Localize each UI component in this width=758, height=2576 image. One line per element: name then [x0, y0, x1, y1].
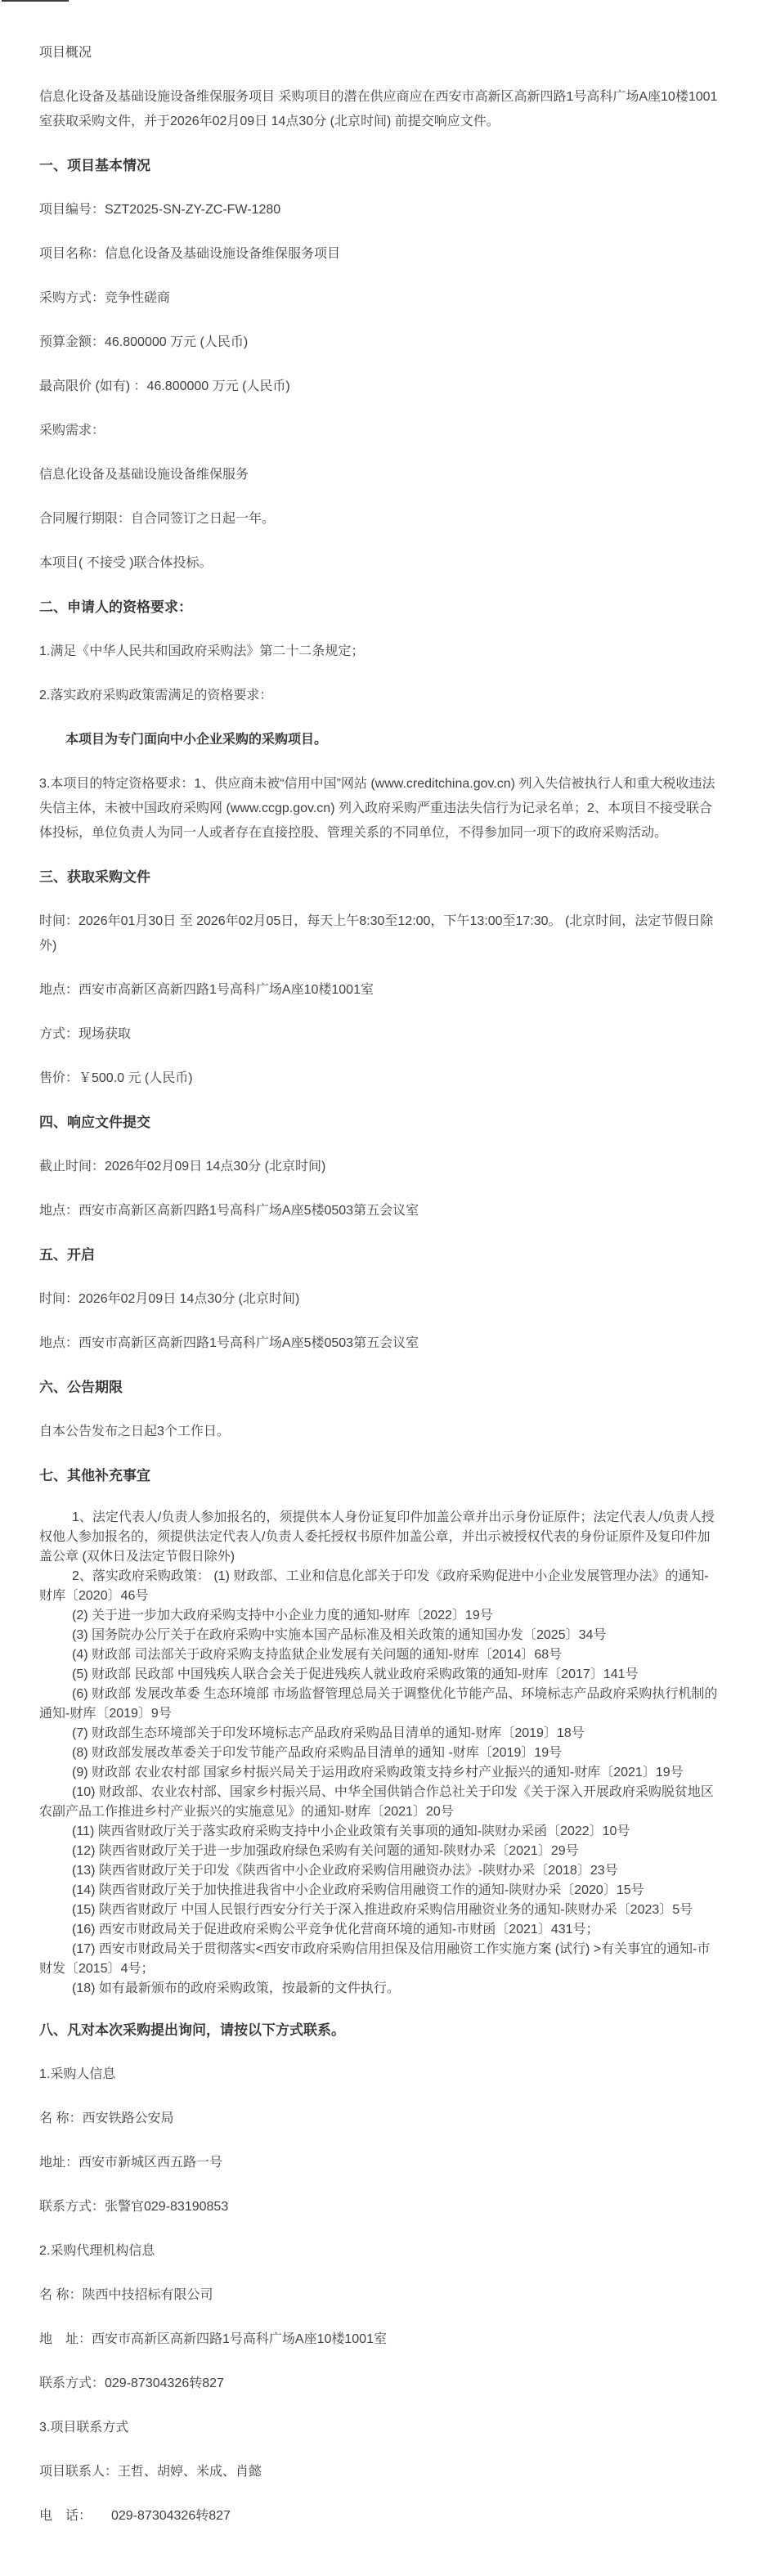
qualification-item-2: 2.落实政府采购政策需满足的资格要求： — [39, 689, 273, 702]
policy-item: 2、落实政府采购政策： (1) 财政部、工业和信息化部关于印发《政府采购促进中小企业发展管理办法》的通知-财库〔2020〕46号 — [39, 1569, 709, 1603]
policy-list — [39, 1508, 719, 1999]
obtain-location: 地点：西安市高新区高新四路1号高科广场A座10楼1001室 — [39, 983, 374, 997]
section-heading-announcement-period: 六、公告期限 — [39, 1380, 123, 1395]
agency-info-title: 2.采购代理机构信息 — [39, 2244, 155, 2258]
policy-item: (9) 财政部 农业农村部 国家乡村振兴局关于运用政府采购政策支持乡村产业振兴的通知-财库〔2021〕19号 — [72, 1766, 684, 1779]
submission-deadline: 截止时间：2026年02月09日 14点30分 (北京时间) — [39, 1160, 326, 1174]
budget-amount: 预算金额：46.800000 万元 (人民币) — [39, 335, 249, 349]
obtain-time: 时间：2026年01月30日 至 2026年02月05日，每天上午8:30至12:00，下午13:00至17:30。 (北京时间，法定节假日除外) — [39, 914, 714, 953]
section-heading-submission: 四、响应文件提交 — [39, 1115, 150, 1130]
section-heading-obtain-docs: 三、获取采购文件 — [39, 869, 150, 885]
policy-item: (12) 陕西省财政厅关于进一步加强政府绿色采购有关问题的通知-陕财办采〔2021〕29号 — [72, 1844, 579, 1858]
announcement-period-text: 自本公告发布之日起3个工作日。 — [39, 1425, 230, 1438]
policy-item: (14) 陕西省财政厅关于加快推进我省中小企业政府采购信用融资工作的通知-陕财办采〔2020〕15号 — [72, 1883, 644, 1897]
section-heading-qualification: 二、申请人的资格要求： — [39, 599, 192, 615]
purchaser-name: 名 称：西安铁路公安局 — [39, 2112, 174, 2125]
overview-intro: 信息化设备及基础设施设备维保服务项目 采购项目的潜在供应商应在西安市高新区高新四路1号高科广场A座10楼1001室获取采购文件，并于2026年02月09日 14点30分 (北京时间) 前提交响应文件。 — [39, 90, 718, 128]
purchase-method: 采购方式：竞争性磋商 — [39, 291, 171, 305]
obtain-price: 售价：￥500.0 元 (人民币) — [39, 1071, 193, 1085]
policy-item: (4) 财政部 司法部关于政府采购支持监狱企业发展有关问题的通知-财库〔2014〕68号 — [72, 1648, 563, 1662]
policy-item: (2) 关于进一步加大政府采购支持中小企业力度的通知-财库〔2022〕19号 — [72, 1609, 493, 1622]
policy-item: (7) 财政部生态环境部关于印发环境标志产品政府采购品目清单的通知-财库〔2019〕18号 — [72, 1726, 585, 1740]
section-heading-contact: 八、凡对本次采购提出询问，请按以下方式联系。 — [39, 2022, 345, 2038]
project-contact-title: 3.项目联系方式 — [39, 2421, 129, 2435]
policy-item: (6) 财政部 发展改革委 生态环境部 市场监督管理总局关于调整优化节能产品、环境标志产品政府采购执行机制的通知-财库〔2019〕9号 — [39, 1687, 718, 1721]
demand-label: 采购需求： — [39, 424, 105, 438]
policy-item: (5) 财政部 民政部 中国残疾人联合会关于促进残疾人就业政府采购政策的通知-财库〔2017〕141号 — [72, 1667, 639, 1681]
contract-term: 合同履行期限：自合同签订之日起一年。 — [39, 512, 276, 526]
agency-name: 名 称：陕西中技招标有限公司 — [39, 2288, 213, 2302]
section-heading-opening: 五、开启 — [39, 1247, 95, 1263]
policy-item: (13) 陕西省财政厅关于印发《陕西省中小企业政府采购信用融资办法》-陕财办采〔2018〕23号 — [72, 1864, 618, 1878]
submission-location: 地点：西安市高新区高新四路1号高科广场A座5楼0503第五会议室 — [39, 1204, 419, 1218]
qualification-item-3: 3.本项目的特定资格要求：1、供应商未被“信用中国”网站 (www.creditchina.gov.cn) 列入失信被执行人和重大税收违法失信主体，未被中国政府采购网 (www.ccgp.gov.cn) 列入政府采购严重违法失信行为记录名单；2、本项目不接受联合体投标，单位负责人为同一人或者存在直接控股、管理关系的不同单位，不得参加同一项下的政府采购活动。 — [39, 777, 715, 840]
sme-procurement-note: 本项目为专门面向中小企业采购的采购项目。 — [65, 733, 328, 747]
policy-item: (8) 财政部发展改革委关于印发节能产品政府采购品目清单的通知 -财库〔2019〕19号 — [72, 1746, 563, 1760]
purchaser-info-title: 1.采购人信息 — [39, 2067, 116, 2081]
section-heading-basic-info: 一、项目基本情况 — [39, 158, 150, 173]
policy-item: (18) 如有最新颁布的政府采购政策，按最新的文件执行。 — [72, 1981, 400, 1995]
agency-address: 地 址：西安市高新区高新四路1号高科广场A座10楼1001室 — [39, 2332, 387, 2346]
top-edge-artifact — [2, 0, 69, 2]
qualification-item-1: 1.满足《中华人民共和国政府采购法》第二十二条规定； — [39, 644, 365, 658]
max-price: 最高限价 (如有) ：46.800000 万元 (人民币) — [39, 379, 290, 393]
agency-contact: 联系方式：029-87304326转827 — [39, 2376, 224, 2390]
policy-item: (10) 财政部、农业农村部、国家乡村振兴局、中华全国供销合作总社关于印发《关于深入开展政府采购脱贫地区农副产品工作推进乡村产业振兴的实施意见》的通知-财库〔2021〕20号 — [39, 1785, 714, 1819]
opening-time: 时间：2026年02月09日 14点30分 (北京时间) — [39, 1292, 300, 1306]
purchaser-contact: 联系方式：张警官029-83190853 — [39, 2200, 229, 2214]
joint-bid-note: 本项目( 不接受 )联合体投标。 — [39, 556, 213, 570]
obtain-method: 方式：现场获取 — [39, 1027, 132, 1041]
policy-item: (3) 国务院办公厅关于在政府采购中实施本国产品标准及相关政策的通知国办发〔2025〕34号 — [72, 1628, 607, 1642]
project-number: 项目编号：SZT2025-SN-ZY-ZC-FW-1280 — [39, 203, 281, 217]
policy-item: (11) 陕西省财政厅关于落实政府采购支持中小企业政策有关事项的通知-陕财办采函〔2022〕10号 — [72, 1824, 630, 1838]
section-heading-other-matters: 七、其他补充事宜 — [39, 1468, 150, 1483]
overview-title: 项目概况 — [39, 46, 92, 60]
policy-item: 1、法定代表人/负责人参加报名的，须提供本人身份证复印件加盖公章并出示身份证原件；法定代表人/负责人授权他人参加报名的，须提供法定代表人/负责人委托授权书原件加盖公章，并出示被授权代表的身份证原件及复印件加盖公章 (双休日及法定节假日除外) — [39, 1510, 715, 1564]
policy-item: (16) 西安市财政局关于促进政府采购公平竞争优化营商环境的通知-市财函〔2021〕431号； — [72, 1923, 599, 1936]
demand-content: 信息化设备及基础设施设备维保服务 — [39, 468, 249, 482]
purchaser-address: 地址：西安市新城区西五路一号 — [39, 2156, 223, 2170]
project-contact-persons: 项目联系人：王哲、胡婷、米成、肖懿 — [39, 2465, 262, 2479]
policy-item: (17) 西安市财政局关于贯彻落实<西安市政府采购信用担保及信用融资工作实施方案 (试行) >有关事宜的通知-市财发〔2015〕4号； — [39, 1942, 711, 1976]
project-name: 项目名称：信息化设备及基础设施设备维保服务项目 — [39, 247, 341, 261]
opening-location: 地点：西安市高新区高新四路1号高科广场A座5楼0503第五会议室 — [39, 1336, 419, 1350]
project-contact-phone: 电 话： 029-87304326转827 — [39, 2509, 231, 2523]
policy-item: (15) 陕西省财政厅 中国人民银行西安分行关于深入推进政府采购信用融资业务的通知-陕财办采〔2023〕5号 — [72, 1903, 693, 1917]
